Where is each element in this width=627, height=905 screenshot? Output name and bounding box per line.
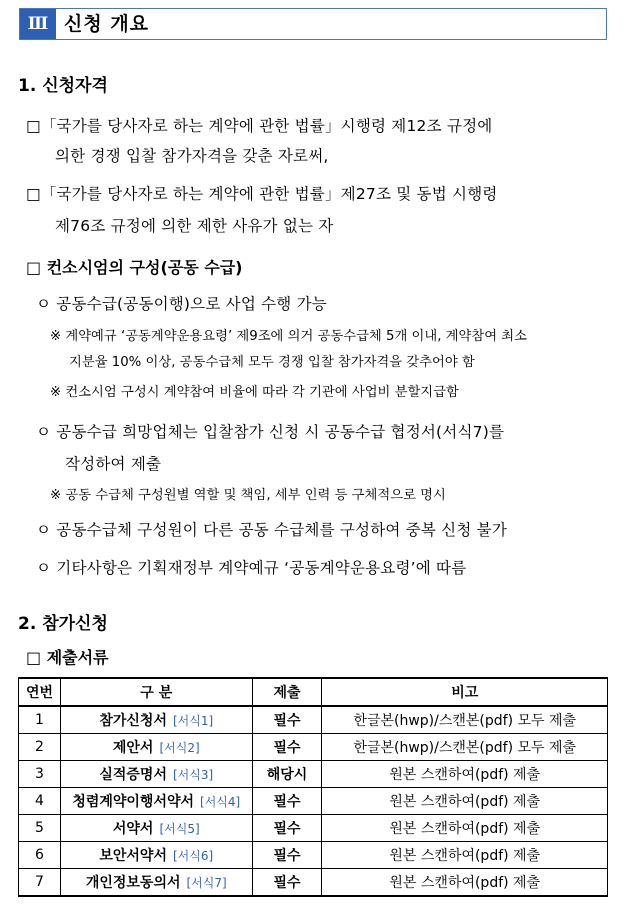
form-ref: [서식3] (172, 768, 214, 782)
row-note: 원본 스캔하여(pdf) 제출 (322, 761, 608, 788)
table-row (19, 734, 608, 761)
consortium-bullet-2-line2: 작성하여 제출 (65, 455, 162, 473)
doc-name: 제안서 (112, 740, 154, 756)
documents-heading: □ 제출서류 (26, 648, 109, 667)
col-header-type: 구 분 (60, 678, 252, 706)
col-header-no: 연번 (19, 678, 61, 706)
consortium-bullet-2-line1: ㅇ 공동수급 희망업체는 입찰참가 신청 시 공동수급 협정서(서식7)를 (36, 423, 505, 441)
consortium-bullet-1: ㅇ 공동수급(공동이행)으로 사업 수행 가능 (36, 295, 327, 313)
row-submit: 필수 (252, 734, 322, 761)
form-ref: [서식2] (159, 741, 200, 755)
row-no: 6 (19, 842, 61, 869)
consortium-bullet-3: ㅇ 공동수급체 구성원이 다른 공동 수급체를 구성하여 중복 신청 불가 (36, 521, 507, 539)
doc-name: 개인정보동의서 (85, 875, 181, 891)
row-submit: 필수 (252, 706, 322, 734)
table-row (19, 706, 608, 734)
row-no: 7 (19, 869, 61, 897)
form-ref: [서식4] (200, 795, 241, 809)
row-doc (60, 761, 252, 788)
qualification-item-2-line1: □「국가를 당사자로 하는 계약에 관한 법률」제27조 및 동법 시행령 (26, 185, 498, 203)
row-doc (60, 734, 252, 761)
row-submit: 필수 (252, 842, 322, 869)
row-note: 한글본(hwp)/스캔본(pdf) 모두 제출 (322, 706, 608, 734)
row-no: 2 (19, 734, 61, 761)
form-ref: [서식5] (159, 822, 200, 836)
consortium-bullet-4: ㅇ 기타사항은 기획재정부 계약예규 ‘공동계약운용요령’에 따름 (36, 559, 467, 577)
table-row (19, 842, 608, 869)
qualification-item-2-line2: 제76조 규정에 의한 제한 사유가 없는 자 (55, 217, 334, 235)
row-note: 원본 스캔하여(pdf) 제출 (322, 869, 608, 897)
documents-table (18, 677, 608, 897)
doc-name: 참가신청서 (99, 713, 167, 729)
row-submit: 해당시 (252, 761, 322, 788)
row-note: 원본 스캔하여(pdf) 제출 (322, 788, 608, 815)
row-no: 3 (19, 761, 61, 788)
row-doc (60, 815, 252, 842)
row-note: 원본 스캔하여(pdf) 제출 (322, 842, 608, 869)
row-submit: 필수 (252, 869, 322, 897)
consortium-heading: □ 컨소시엄의 구성(공동 수급) (26, 258, 243, 277)
row-submit: 필수 (252, 815, 322, 842)
row-doc (60, 706, 252, 734)
row-note: 한글본(hwp)/스캔본(pdf) 모두 제출 (322, 734, 608, 761)
doc-name: 청렴계약이행서약서 (72, 794, 195, 810)
qualification-heading: 1. 신청자격 (18, 76, 108, 96)
form-ref: [서식6] (172, 849, 214, 863)
consortium-note-3: ※ 공동 수급체 구성원별 역할 및 책임, 세부 인력 등 구체적으로 명시 (50, 488, 446, 503)
section-header (19, 8, 607, 40)
application-heading: 2. 참가신청 (18, 614, 108, 634)
row-doc (60, 842, 252, 869)
table-row (19, 788, 608, 815)
col-header-note: 비고 (322, 678, 608, 706)
doc-name: 서약서 (112, 821, 154, 837)
col-header-submit: 제출 (252, 678, 322, 706)
doc-name: 실적증명서 (99, 767, 167, 783)
section-number: Ⅲ (20, 9, 56, 39)
row-note: 원본 스캔하여(pdf) 제출 (322, 815, 608, 842)
consortium-note-1a: ※ 계약예규 ‘공동계약운용요령’ 제9조에 의거 공동수급체 5개 이내, 계약참여 최소 (50, 329, 527, 344)
row-no: 4 (19, 788, 61, 815)
qualification-item-1-line1: □「국가를 당사자로 하는 계약에 관한 법률」시행령 제12조 규정에 (26, 117, 493, 135)
form-ref: [서식1] (172, 714, 214, 728)
table-row (19, 815, 608, 842)
doc-name: 보안서약서 (99, 848, 167, 864)
form-ref: [서식7] (186, 876, 227, 890)
section-title: 신청 개요 (64, 13, 150, 35)
consortium-note-2: ※ 컨소시엄 구성시 계약참여 비율에 따라 각 기관에 사업비 분할지급함 (50, 385, 459, 400)
row-doc (60, 869, 252, 897)
row-no: 1 (19, 706, 61, 734)
consortium-note-1b: 지분율 10% 이상, 공동수급체 모두 경쟁 입찰 참가자격을 갖추어야 함 (69, 355, 475, 370)
table-row (19, 869, 608, 897)
row-no: 5 (19, 815, 61, 842)
row-doc (60, 788, 252, 815)
table-header-row (19, 678, 608, 706)
row-submit: 필수 (252, 788, 322, 815)
table-row (19, 761, 608, 788)
qualification-item-1-line2: 의한 경쟁 입찰 참가자격을 갖춘 자로써, (55, 147, 329, 165)
